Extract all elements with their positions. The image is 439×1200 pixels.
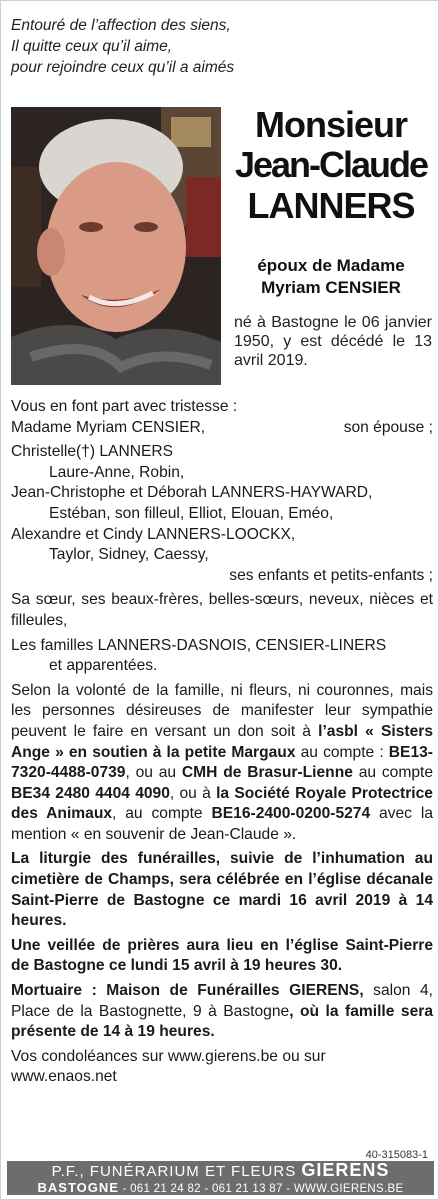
donation-text: au compte <box>352 764 433 782</box>
donation-text: , ou au <box>125 764 182 782</box>
spouse-line-1: époux de Madame <box>257 256 405 275</box>
charity-name: l’asbl « Sisters Ange » en soutien à la petite Margaux <box>11 722 433 761</box>
families-line: et apparentées. <box>49 657 158 675</box>
bank-account: BE16-2400-0200-5274 <box>211 805 371 823</box>
mortuary-hours: , où la famille sera présente de 14 à 19 heures. <box>11 1002 433 1041</box>
grandchildren-line: Laure-Anne, Robin, <box>49 463 185 481</box>
poem-line: Entouré de l’affection des siens, <box>11 17 231 34</box>
charity-name: la Société Royale Protectrice des Animaux <box>11 784 433 823</box>
last-name: LANNERS <box>247 185 415 226</box>
grandchildren-line: Taylor, Sidney, Caessy, <box>49 546 209 564</box>
families-line: Les familles LANNERS-DASNOIS, CENSIER-LINERS <box>11 636 387 654</box>
child-line: Jean-Christophe et Déborah LANNERS-HAYWARD, <box>11 484 373 502</box>
spouse-line-2: Myriam CENSIER <box>261 278 401 297</box>
condolences-line: Vos condoléances sur www.gierens.be ou sur www.enaos.net <box>11 1047 326 1086</box>
mortuary-details <box>11 981 433 1043</box>
bank-account: BE13-7320-4488-0739 <box>11 743 433 782</box>
bank-account: BE34 2480 4404 4090 <box>11 784 170 802</box>
spouse-name: Madame Myriam CENSIER, <box>11 418 206 436</box>
mortuary-name: Mortuaire : Maison de Funérailles GIERENS, <box>11 982 364 1000</box>
siblings-line: Sa sœur, ses beaux-frères, belles-sœurs, neveux, nièces et filleules, <box>11 591 433 629</box>
poem-line: Il quitte ceux qu’il aime, <box>11 38 173 55</box>
donation-text: avec la mention « en souvenir de Jean-Claude ». <box>11 805 433 843</box>
funeral-home-services: P.F., FUNÉRARIUM ET FLEURS <box>51 1163 297 1180</box>
poem-line: pour rejoindre ceux qu’il a aimés <box>11 59 235 76</box>
child-line: Alexandre et Cindy LANNERS-LOOCKX, <box>11 525 296 543</box>
first-name: Jean-Claude <box>234 144 428 185</box>
portrait-photo <box>11 107 221 385</box>
funeral-home-phones-web: - 061 21 24 82 - 061 21 13 87 - WWW.GIERENS.BE <box>118 1183 404 1195</box>
deceased-name <box>229 105 433 227</box>
child-line: Christelle(†) LANNERS <box>11 443 174 461</box>
intro-text: Vous en font part avec tristesse : <box>11 398 238 415</box>
honorific: Monsieur <box>254 104 407 145</box>
donation-text: , ou à <box>169 784 217 802</box>
funeral-home-title <box>7 1161 434 1180</box>
funeral-home-contacts <box>7 1180 434 1197</box>
donation-paragraph <box>11 681 433 846</box>
spouse-line <box>229 255 433 299</box>
vigil-details: Une veillée de prières aura lieu en l’église Saint-Pierre de Bastogne ce lundi 15 avril à 19 heures 30. <box>11 936 433 975</box>
spouse-role: son épouse ; <box>343 418 433 436</box>
donation-text: Selon la volonté de la famille, ni fleurs, ni couronnes, mais les personnes désireuses de manifester leur sympathie peuvent le faire en versant un don soit à <box>11 681 433 740</box>
epitaph-poem <box>11 15 311 78</box>
charity-name: CMH de Brasur-Lienne <box>181 764 353 782</box>
spouse-row <box>11 418 433 439</box>
children-role: ses enfants et petits-enfants ; <box>229 566 433 584</box>
mortuary-address: salon 4, Place de la Bastognette, 9 à Bastogne <box>11 982 433 1020</box>
funeral-home-banner <box>7 1161 434 1195</box>
announcement-body <box>11 397 433 1088</box>
funeral-home-brand: GIERENS <box>301 1160 390 1180</box>
grandchildren-line: Estéban, son filleul, Elliot, Elouan, Eméo, <box>49 504 334 522</box>
donation-text: au compte : <box>295 743 389 761</box>
birth-death-dates: né à Bastogne le 06 janvier 1950, y est décédé le 13 avril 2019. <box>234 314 432 369</box>
funeral-home-city: BASTOGNE <box>37 1180 119 1195</box>
notice-reference: 40-315083-1 <box>365 1149 428 1161</box>
donation-text: , au compte <box>112 805 212 823</box>
funeral-details: La liturgie des funérailles, suivie de l’inhumation au cimetière de Champs, sera célébrée en l’église décanale Saint-Pierre de Bastogne ce mardi 16 avril 2019 à 14 heures. <box>11 850 433 930</box>
